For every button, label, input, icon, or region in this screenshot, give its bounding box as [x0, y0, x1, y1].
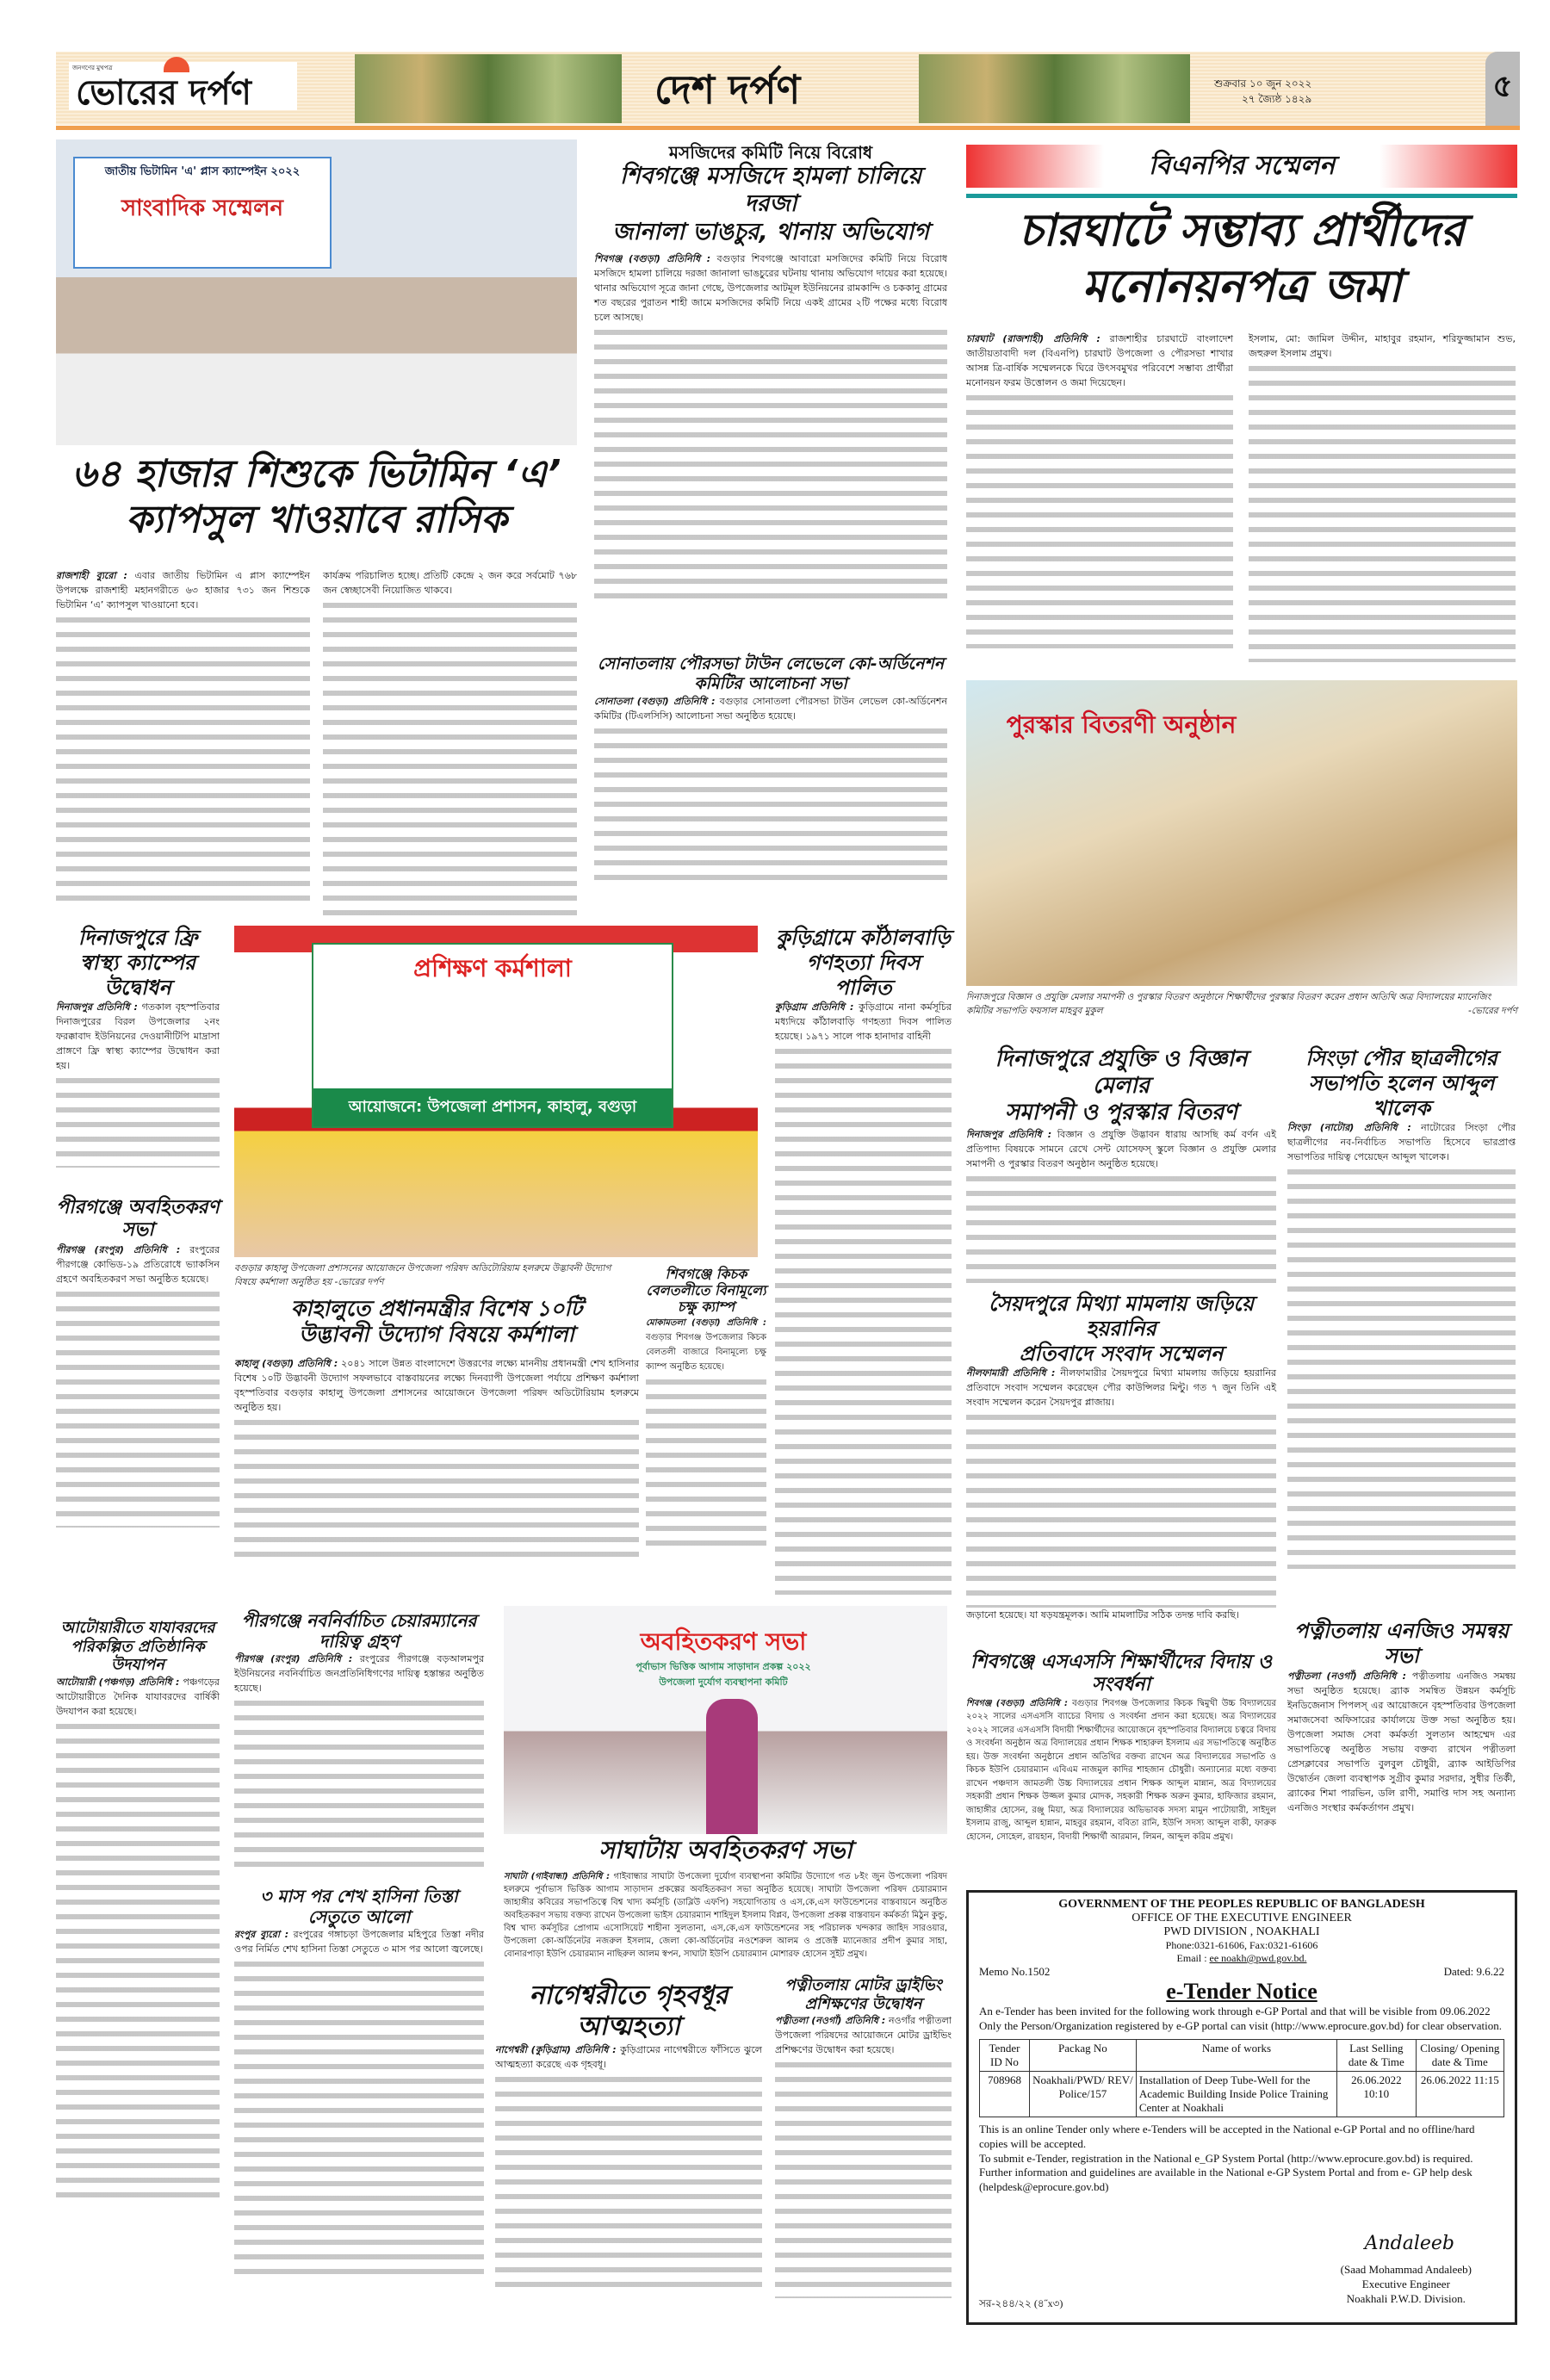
- article-body-text: [966, 1171, 1276, 1283]
- pirganj-chairman-story: পীরগঞ্জে নবনির্বাচিত চেয়ারম্যানের দায়িত্ব গ্রহণ পীরগঞ্জ (রংপুর) প্রতিনিধি : রংপুরের পীরগঞ্জে বড়আলমপুর ইউনিয়নের নবনির্বাচিত জনপ্রতিনিধিগণের দায়িত্ব হস্তান্তর অনুষ্ঠিত হয়েছে।: [234, 1610, 484, 1868]
- article-body-text: [966, 390, 1233, 648]
- table-row: 708968 Noakhali/PWD/ REV/ Police/157 Installation of Deep Tube-Well for the Academic Building Inside Police Training Center at Noakhali 26.06.2022 10:10 26.06.2022 11:15: [980, 2071, 1504, 2117]
- ngo-story: পত্নীতলায় এনজিও সমন্বয় সভা পত্নীতলা (নওগাঁ) প্রতিনিধি : পত্নীতলায় এনজিও সমন্বয় সভা অনুষ্ঠিত হয়েছে। ব্র্যাক সমন্বিত উন্নয়ন কর্মসূচি ইনডিজেনাস পিপলস্ এর আয়োজনে বৃহস্পতিবার উপজেলা সমাজসেবা অফিসারের কার্যালয়ে উক্ত সভা অনুষ্ঠিত হয়। উপজেলা সমাজ সেবা কর্মকর্তা সুলতান আহম্মেদ এর সভাপতিত্বে অনুষ্ঠিত সভায় বক্তব্য রাখেন পত্নীতলা প্রেসক্লাবের সভাপতি বুলবুল চৌধুরী, ব্র্যাক আইডিপির উদ্বোর্তন জেলা ব্যবস্থাপক সুগ্রীব কুমার সরদার, সুধীর তির্কী, ব্র্যাকের শিমা পারভিন, ডলি রাণী, সমাপ্তি দাস সহ অন্যান্য এনজিও সংস্থার কর্মকর্তাগন প্রমুখ।: [1287, 1619, 1516, 1813]
- article-body-text: [594, 723, 947, 887]
- signer-block: (Saad Mohammad Andaleeb) Executive Engineer Noakhali P.W.D. Division.: [1340, 2263, 1472, 2305]
- article-body-text: [495, 2072, 762, 2287]
- atwari-story: আটোয়ারীতে যাযাবরদের পরিকল্পিত প্রতিষ্ঠানিক উদযাপন আটোয়ারী (পঞ্চগড়) প্রতিনিধি : পঞ্চগড়ের আটোয়ারীতে দৈনিক যাযাবরদের বার্ষিকী উদযাপন করা হয়েছে।: [56, 1619, 220, 2201]
- workshop-photo: [234, 926, 758, 1257]
- vitamin-article-col2: কার্যক্রম পরিচালিত হচ্ছে। প্রতিটি কেন্দ্রে ২ জন করে সর্বমোট ৭৬৮ জন স্বেচ্ছাসেবী নিয়োজিত থাকবে।: [323, 568, 577, 917]
- article-body-text: [56, 1719, 220, 2201]
- masthead-photo-strip: [355, 54, 622, 123]
- eye-camp-story: শিবগঞ্জে কিচক বেলতলীতে বিনামূল্যে চক্ষু ক্যাম্প মোকামতলা (বগুড়া) প্রতিনিধি : বগুড়ার শিবগঞ্জ উপজেলার কিচক বেলতলী বাজারে বিনামূল্যে চক্ষু ক্যাম্প অনুষ্ঠিত হয়েছে।: [646, 1266, 766, 1546]
- masthead-rule: [56, 126, 1520, 130]
- vitamin-press-photo: [56, 139, 577, 445]
- photo-banner: অবহিতকরণ সভা: [640, 1627, 807, 1656]
- vitamin-article-col1: রাজশাহী ব্যুরো : এবার জাতীয় ভিটামিন এ প্লাস ক্যাম্পেইন উপলক্ষে রাজশাহী মহানগরীতে ৬৩ হাজার ৭৩১ জন শিশুকে ভিটামিন ‘এ’ ক্যাপসুল খাওয়ানো হবে।: [56, 568, 310, 917]
- article-body-text: [646, 1374, 766, 1546]
- article-body-text: [775, 1044, 952, 1595]
- page-number: ৫: [1485, 52, 1520, 126]
- photo-banner: প্রশিক্ষণ কর্মশালা: [413, 954, 572, 982]
- teesta-story: ৩ মাস পর শেখ হাসিনা তিস্তা সেতুতে আলো রংপুর ব্যুরো : রংপুরের গঙ্গাচড়া উপজেলার মহিপুরে তিস্তা নদীর ওপর নির্মিত শেখ হাসিনা তিস্তা সেতুতে ৩ মাস পর আলো জ্বলেছে।: [234, 1886, 484, 2275]
- article-body-text: [775, 2057, 952, 2298]
- photo-banner-subtitle: পূর্বাভাস ভিত্তিক আগাম সাড়াদান প্রকল্প ২০২২: [636, 1661, 811, 1672]
- bnp-kicker-banner: বিএনপির সম্মেলন: [966, 145, 1517, 188]
- issue-date: শুক্রবার ১০ জুন ২০২২ ২৭ জ্যৈষ্ঠ ১৪২৯: [1214, 77, 1312, 105]
- bnp-headline: চারঘাটে সম্ভাব্য প্রার্থীদের মনোনয়নপত্র জমা: [1018, 205, 1466, 313]
- masthead-photo-strip: [919, 54, 1190, 123]
- article-body-text: [1249, 361, 1516, 662]
- health-camp-story: দিনাজপুরে ফ্রি স্বাস্থ্য ক্যাম্পের উদ্বোধন দিনাজপুর প্রতিনিধি : গতকাল বৃহস্পতিবার দিনাজপুরের বিরল উপজেলার ২নং ফরক্কাবাদ ইউনিয়নের দেওয়ানীটিপি মাদ্রাসা প্রাঙ্গণে ফ্রি স্বাস্থ্য ক্যাম্পের উদ্বোধন করা হয়।: [56, 926, 220, 1168]
- saidpur-story: সৈয়দপুরে মিথ্যা মামলায় জড়িয়ে হয়রানির প্রতিবাদে সংবাদ সম্মেলন নীলফামারী প্রতিনিধি : নীলফামারীর সৈয়দপুরে মিথ্যা মামলায় জড়িয়ে হয়রানির প্রতিবাদে সংবাদ সম্মেলন করেছেন পৌর কাউন্সিলর মিন্টু। গত ৭ জুন তিনি এই সংবাদ সম্মেলন করেন সৈয়দপুর প্লাজায়। জড়ানো হয়েছে। যা ষড়যন্ত্রমূলক। আমি মামলাটির সঠিক তদন্ত দাবি করছি।: [966, 1292, 1277, 1621]
- science-fair-caption: দিনাজপুরে বিজ্ঞান ও প্রযুক্তি মেলার সমাপনী ও পুরস্কার বিতরণ অনুষ্ঠানে শিক্ষার্থীদের পুরস্কার বিতরণ করেন প্রধান অতিথি অত্র বিদ্যালয়ের ম্যানেজিং কমিটির সভাপতি ফয়সাল মাহবুব মুকুল -ভোরের দর্পণ: [966, 992, 1517, 1016]
- ssc-story: শিবগঞ্জে এসএসসি শিক্ষার্থীদের বিদায় ও সংবর্ধনা শিবগঞ্জ (বগুড়া) প্রতিনিধি : বগুড়ার শিবগঞ্জ উপজেলার কিচক দ্বিমুখী উচ্চ বিদ্যালয়ের ২০২২ সালের এসএসসি ব্যাচের বিদায় ও সংবর্ধনা প্রদান করা হয়েছে। অত্র বিদ্যালয়ের ২০২২ সালের এসএসসি বিদায়ী শিক্ষার্থীদের আয়োজনে বৃহস্পতিবার বিদ্যালয়ে চত্বরে বিদায় ও সংবর্ধনা অনুষ্ঠান অত্র বিদ্যালয়ের প্রধান শিক্ষক শাহারুল ইসলাম এর সভাপতিত্বে অনুষ্ঠিত হয়। উক্ত সংবর্ধনা অনুষ্ঠানে প্রধান অতিথির বক্তব্য রাখেন অত্র বিদ্যালয়ের সভাপতি ও কিচক ইউপি চেয়ারম্যান এবিএম নাজমুল কাদির শাহজান চৌধুরী। অন্যান্যের মধ্যে বক্তব্য রাখেন পঞ্চদাস জামতলী উচ্চ বিদ্যালয়ের প্রধান শিক্ষক আব্দুল মান্নান, অত্র বিদ্যালয়ের সহকারী প্রধান শিক্ষক উজ্জল কুমার মোদক, সহকারী শিক্ষক অরুন কুমার, হাফিজার রহমান, জাহাঙ্গীর হোসেন, রঞ্জু মিয়া, অত্র বিদ্যালয়ের অভিভাবক সদস্য মামুন পাটোয়ারী, সাইদুল ইসলাম রাজু, আব্দুল হান্নান, মাহবুর রহমান, ববিতা রানি, ইউপি সদস্য আব্দুল বাকী, ফারুক হোসেন, সোহেল, রায়হান, বিদায়ী শিক্ষার্থী আরমান, লিমন, আব্দুল করিম প্রমুখ।: [966, 1652, 1276, 1842]
- notice-title: e-Tender Notice: [1166, 1979, 1318, 2004]
- nageshwari-story: নাগেশ্বরীতে গৃহবধূর আত্মহত্যা নাগেশ্বরী (কুড়িগ্রাম) প্রতিনিধি : কুড়িগ্রামের নাগেশ্বরীতে ফাঁসিতে ঝুলে আত্মহত্যা করেছে এক গৃহবধূ।: [495, 1980, 762, 2287]
- driving-story: পত্নীতলায় মোটর ড্রাইভিং প্রশিক্ষণের উদ্বোধন পত্নীতলা (নওগাঁ) প্রতিনিধি : নওগাঁর পত্নীতলা উপজেলা পরিষদের আয়োজনে মোটর ড্রাইভিং প্রশিক্ষণের উদ্বোধন করা হয়েছে।: [775, 1976, 952, 2298]
- tender-table: Tender ID No Packag No Name of works Last Selling date & Time Closing/ Opening date & Time 708968 Noakhali/PWD/ REV/ Police/157 Installation of Deep Tube-Well for the Academic Building Inside Police Training Center at Noakhali 26.06.2022 10:10 26.06.2022 11:15: [979, 2039, 1504, 2117]
- kurigram-story: কুড়িগ্রামে কাঁঠালবাড়ি গণহত্যা দিবস পালিত কুড়িগ্রাম প্রতিনিধি : কুড়িগ্রামে নানা কর্মসূচির মধ্যদিয়ে কাঁঠালবাড়ি গণহত্যা দিবস পালিত হয়েছে। ১৯৭১ সালে পাক হানাদার বাহিনী: [775, 926, 952, 1595]
- article-body-text: [1287, 1164, 1516, 1569]
- photo-banner-committee: উপজেলা দুর্যোগ ব্যবস্থাপনা কমিটি: [659, 1677, 788, 1688]
- photo-banner: পুরস্কার বিতরণী অনুষ্ঠান: [1006, 710, 1237, 739]
- section-title: দেশ দর্পণ: [654, 66, 801, 113]
- saghata-photo: [504, 1606, 947, 1834]
- article-body-text: [56, 1073, 220, 1168]
- saghata-article: সাঘাটা (গাইবান্ধা) প্রতিনিধি : গাইবান্ধার সাঘাটা উপজেলা দুর্যোগ ব্যবস্থাপনা কমিটির উদ্যোগে গত ৮ইং জুন উপজেলা পরিষদ হলরুমে পূর্বাভাস ভিত্তিক আগাম সাড়াদান প্রকল্পের অবহিতকরণ সভা অনুষ্ঠিত হয়েছে। সাঘাটা উপজেলা পরিষদ চেয়ারম্যান জাহাঙ্গীর কবিরের সভাপতিত্বে বিশ্ব খাদ্য কর্মসূচি (ডাব্লিউ এফপি) সহযোগিতায় ও এস,কে,এস ফাউন্ডেশনের বাস্তবায়নে অনুষ্ঠিত অবহিতকরণ সভায় বক্তব্য রাখেন উপজেলা ভাইস চেয়ারম্যান শাহিদুল ইসলাম বিপ্লব, উপজেলা প্রকল্প বাস্তবায়ন কর্মকর্তা মিঠুন কুন্ডু, বিশ্ব খাদ্য কর্মসূচির প্রোগাম এসোসিয়েট শাহীনা সুলতানা, এস,কে,এস ফাউন্ডেশনের সহ পরিচালক খন্দকার জাহিদ সারওয়ার, উপজেলা কো-অর্ডিনেটর নজরুল ইসলাম, জেলা কো-অর্ডিনেটর নওশেরুল আলম ও প্রজেক্ট ম্যানেজার প্রদীপ কুমার সাহা, বোনারপাড়া ইউপি চেয়ারম্যান নাছিরুল আলম স্বপন, সাঘাটা ইউপি চেয়ারম্যান মোশারফ হোসেন সুইট প্রমুখ।: [504, 1872, 947, 1959]
- article-body-text: [56, 612, 310, 909]
- pirganj-awareness-story: পীরগঞ্জে অবহিতকরণ সভা পীরগঞ্জ (রংপুর) প্রতিনিধি : রংপুরের পীরগঞ্জে কোভিড-১৯ প্রতিরোধে ভ্যাকসিন গ্রহণে অবহিতকরণ সভা অনুষ্ঠিত হয়েছে।: [56, 1197, 220, 1528]
- article-body-text: [234, 1956, 484, 2275]
- singra-story: সিংড়া পৌর ছাত্রলীগের সভাপতি হলেন আব্দুল খালেক সিংড়া (নাটোর) প্রতিনিধি : নাটোরের সিংড়া পৌর ছাত্রলীগের নব-নির্বাচিত সভাপতি হিসেবে ভারপ্রাপ্ত সভাপতির দায়িত্ব পেয়েছেন আব্দুল খালেক।: [1287, 1046, 1516, 1569]
- workshop-caption: বগুড়ার কাহালু উপজেলা প্রশাসনের আয়োজনে উপজেলা পরিষদ অডিটোরিয়াম হলরুমে উদ্ভাবনী উদ্যোগ বিষয়ে কর্মশালা অনুষ্ঠিত হয় -ভোরের দর্পণ: [234, 1263, 611, 1287]
- divider: [966, 194, 1517, 198]
- speaker-figure: [706, 1699, 758, 1834]
- article-body-text: [56, 1286, 220, 1528]
- newspaper-logo: জনগণের মুখপত্র ভোরের দর্পণ: [69, 62, 297, 110]
- saghata-headline: সাঘাটায় অবহিতকরণ সভা: [598, 1836, 852, 1864]
- bnp-article-col2: ইসলাম, মো: জামিল উদ্দীন, মাহাবুর রহমান, শরিফুজ্জামান শুভ, জহুরুল ইসলাম প্রমুখ।: [1249, 332, 1516, 662]
- workshop-article: কাহালু (বগুড়া) প্রতিনিধি : ২০৪১ সালে উন্নত বাংলাদেশে উত্তরণের লক্ষ্যে মাননীয় প্রধানমন্ত্রী শেখ হাসিনার বিশেষ ১০টি উদ্ভাবনী উদ্যোগ সফলভাবে বাস্তবায়নের লক্ষ্যে দিনব্যাপী উপজেলা পর্যায়ে প্রশিক্ষণ কর্মশালা বৃহস্পতিবার বগুড়ার কাহালু উপজেলা প্রশাসনের আয়োজনে উপজেলা পরিষদ অডিটোরিয়াম হলরুমে অনুষ্ঠিত হয়।: [234, 1356, 639, 1561]
- photo-banner: জাতীয় ভিটামিন 'এ' প্লাস ক্যাম্পেইন ২০২২ সাংবাদিক সম্মেলন: [73, 157, 332, 269]
- e-tender-notice: GOVERNMENT OF THE PEOPLES REPUBLIC OF BANGLADESH OFFICE OF THE EXECUTIVE ENGINEER PWD DIVISION , NOAKHALI Phone:0321-61606, Fax:0321-61606 Email : ee noakh@pwd.gov.bd. Memo No.1502 Dated: 9.6.22 e-Tender Notice An e-Tender has been invited for the following work through e-GP Portal and that will be visible from 09.06.2022 Only the Person/Organization registered by e-GP portal can visit (http://www.eprocure.gov.bd) for clear observation. Tender ID No Packag No Name of works Last Selling date & Time Closing/ Opening date & Time 708968 Noakhali/PWD/ REV/ Police/157 Installation of Deep Tube-Well for the Academic Building Inside Police Training Center at Noakhali 26.06.2022 10:10 26.06.2022 11:15 This is an online Tender only where e-Tenders will be accepted in the National e-GP Portal and no offline/hard copies will be accepted. To submit e-Tender, registration in the National e_GP System Portal (http://www.eprocure.gov.bd) is required. Further information and guidelines are available in the National e-GP System Portal and from e- GP help desk (helpdesk@eprocure.gov.bd) Andaleeb (Saad Mohammad Andaleeb) Executive Engineer Noakhali P.W.D. Division. সর-২৪৪/২২ (৪˝x৩): [966, 1890, 1517, 2325]
- signature: Andaleeb: [1364, 2233, 1454, 2254]
- science-fair-story: দিনাজপুরে প্রযুক্তি ও বিজ্ঞান মেলার সমাপনী ও পুরস্কার বিতরণ দিনাজপুর প্রতিনিধি : বিজ্ঞান ও প্রযুক্তি উদ্ভাবন ধারায় আসছি কর্ম বর্ণন এই প্রতিপাদ্য বিষয়কে সামনে রেখে সেন্ট যোসেফস্ স্কুলে বিজ্ঞান ও প্রযুক্তি মেলার সমাপনী ও পুরস্কার বিতরণ অনুষ্ঠান অনুষ্ঠিত হয়েছে।: [966, 1046, 1276, 1283]
- vitamin-headline: ৬৪ হাজার শিশুকে ভিটামিন ‘এ’ ক্যাপসুল খাওয়াবে রাসিক: [71, 452, 561, 542]
- science-fair-photo: [966, 680, 1517, 986]
- article-body-text: [966, 1410, 1276, 1608]
- sonatola-story: সোনাতলায় পৌরসভা টাউন লেভেলে কো-অর্ডিনেশন কমিটির আলোচনা সভা সোনাতলা (বগুড়া) প্রতিনিধি : বগুড়ার সোনাতলা পৌরসভা টাউন লেভেল কো-অর্ডিনেশন কমিটির (টিএলসিসি) আলোচনা সভা অনুষ্ঠিত হয়েছে।: [594, 654, 947, 887]
- article-body-text: [323, 598, 577, 916]
- article-body-text: [234, 1415, 639, 1561]
- email-link[interactable]: ee noakh@pwd.gov.bd.: [1209, 1952, 1307, 1964]
- ad-reference: সর-২৪৪/২২ (৪˝x৩): [979, 2297, 1063, 2309]
- photo-banner-footer: আয়োজনে: উপজেলা প্রশাসন, কাহালু, বগুড়া: [313, 1088, 672, 1126]
- bnp-article-col1: চারঘাট (রাজশাহী) প্রতিনিধি : রাজশাহীর চারঘাটে বাংলাদেশ জাতীয়তাবাদী দল (বিএনপি) চারঘাট উপজেলা ও পৌরসভা শাখার আসন্ন ত্রি-বার্ষিক সম্মেলনকে ঘিরে উৎসবমুখর পরিবেশে সম্ভাব্য প্রার্থীরা মনোনয়ন ফরম উত্তোলন ও জমা দিয়েছেন।: [966, 332, 1233, 648]
- article-body-text: [594, 325, 947, 600]
- workshop-headline: কাহালুতে প্রধানমন্ত্রীর বিশেষ ১০টি উদ্ভাবনী উদ্যোগ বিষয়ে কর্মশালা: [290, 1296, 583, 1347]
- mosque-story: মসজিদের কমিটি নিয়ে বিরোধ শিবগঞ্জে মসজিদে হামলা চালিয়ে দরজা জানালা ভাঙচুর, থানায় অভিযোগ শিবগঞ্জ (বগুড়া) প্রতিনিধি : বগুড়ার শিবগঞ্জে আবারো মসজিদের কমিটি নিয়ে বিরোধ মসজিদে হামলা চালিয়ে দরজা জানালা ভাঙচুরের ঘটনায় থানায় অভিযোগ দায়ের করা হয়েছে। থানার অভিযোগ সূত্রে জানা গেছে, উপজেলার আটমূল ইউনিয়নের রামকান্দি ও চককানু গ্রামের শত বছরের পুরাতন শাহী জামে মসজিদের কমিটি নিয়ে একই গ্রামের ২টি পক্ষের মধ্যে বিরোধ চলে আসছে।: [594, 142, 947, 600]
- article-body-text: [234, 1695, 484, 1868]
